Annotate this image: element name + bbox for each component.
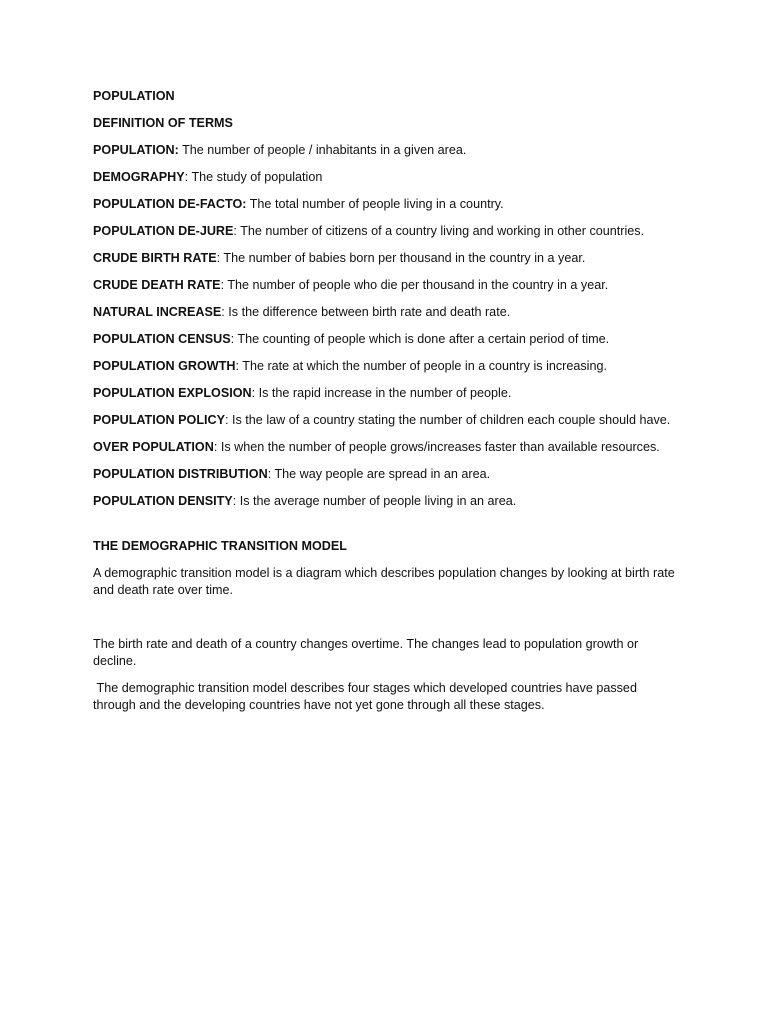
model-heading: THE DEMOGRAPHIC TRANSITION MODEL xyxy=(93,539,347,553)
document-body xyxy=(93,88,678,714)
document-title: POPULATION xyxy=(93,89,175,103)
paragraph: A demographic transition model is a diagram which describes population changes by looking at birth rate and death rate over time. xyxy=(93,566,675,597)
definition-text: : The number of people who die per thousand in the country in a year. xyxy=(220,278,609,292)
definition-item xyxy=(93,304,678,321)
definition-item xyxy=(93,223,678,240)
definitions-heading: DEFINITION OF TERMS xyxy=(93,116,233,130)
definition-term: NATURAL INCREASE xyxy=(93,305,222,319)
definition-term: POPULATION GROWTH xyxy=(93,359,236,373)
definition-item xyxy=(93,358,678,375)
definition-term: POPULATION POLICY xyxy=(93,413,226,427)
definitions-list xyxy=(93,142,678,510)
definition-term: POPULATION DISTRIBUTION xyxy=(93,467,268,481)
definition-term: POPULATION EXPLOSION xyxy=(93,386,252,400)
definition-term: DEMOGRAPHY xyxy=(93,170,185,184)
definition-text: : Is the difference between birth rate and death rate. xyxy=(221,305,511,319)
definition-item xyxy=(93,439,678,456)
definition-text: : The counting of people which is done after a certain period of time. xyxy=(230,332,610,346)
definition-text: : Is the law of a country stating the number of children each couple should have. xyxy=(225,413,671,427)
definition-item xyxy=(93,466,678,483)
definition-term: POPULATION: xyxy=(93,143,179,157)
definition-term: POPULATION DE-JURE xyxy=(93,224,234,238)
definition-item xyxy=(93,250,678,267)
definition-text: : Is when the number of people grows/increases faster than available resources. xyxy=(213,440,660,454)
definition-item xyxy=(93,412,678,429)
definition-item xyxy=(93,142,678,159)
definition-term: POPULATION CENSUS xyxy=(93,332,231,346)
definition-text: : The number of citizens of a country living and working in other countries. xyxy=(233,224,645,238)
definition-item xyxy=(93,385,678,402)
definition-term: POPULATION DE-FACTO: xyxy=(93,197,247,211)
definition-term: CRUDE DEATH RATE xyxy=(93,278,221,292)
definition-item xyxy=(93,277,678,294)
definition-item xyxy=(93,169,678,186)
definition-term: POPULATION DENSITY xyxy=(93,494,233,508)
definition-text: : The way people are spread in an area. xyxy=(267,467,491,481)
paragraph: The birth rate and death of a country changes overtime. The changes lead to population growth or decline. xyxy=(93,637,639,668)
definition-text: : Is the rapid increase in the number of people. xyxy=(251,386,512,400)
definition-term: CRUDE BIRTH RATE xyxy=(93,251,217,265)
definition-item xyxy=(93,196,678,213)
definition-item xyxy=(93,331,678,348)
definition-text: : The number of babies born per thousand in the country in a year. xyxy=(216,251,586,265)
paragraph: The demographic transition model describes four stages which developed countries have passed through and the developing countries have not yet gone through all these stages. xyxy=(93,681,641,712)
definition-text: : The study of population xyxy=(184,170,323,184)
definition-item xyxy=(93,493,678,510)
definition-text: : The rate at which the number of people in a country is increasing. xyxy=(235,359,607,373)
definition-text: The total number of people living in a country. xyxy=(246,197,504,211)
definition-text: : Is the average number of people living in an area. xyxy=(232,494,517,508)
definition-term: OVER POPULATION xyxy=(93,440,214,454)
definition-text: The number of people / inhabitants in a given area. xyxy=(178,143,467,157)
